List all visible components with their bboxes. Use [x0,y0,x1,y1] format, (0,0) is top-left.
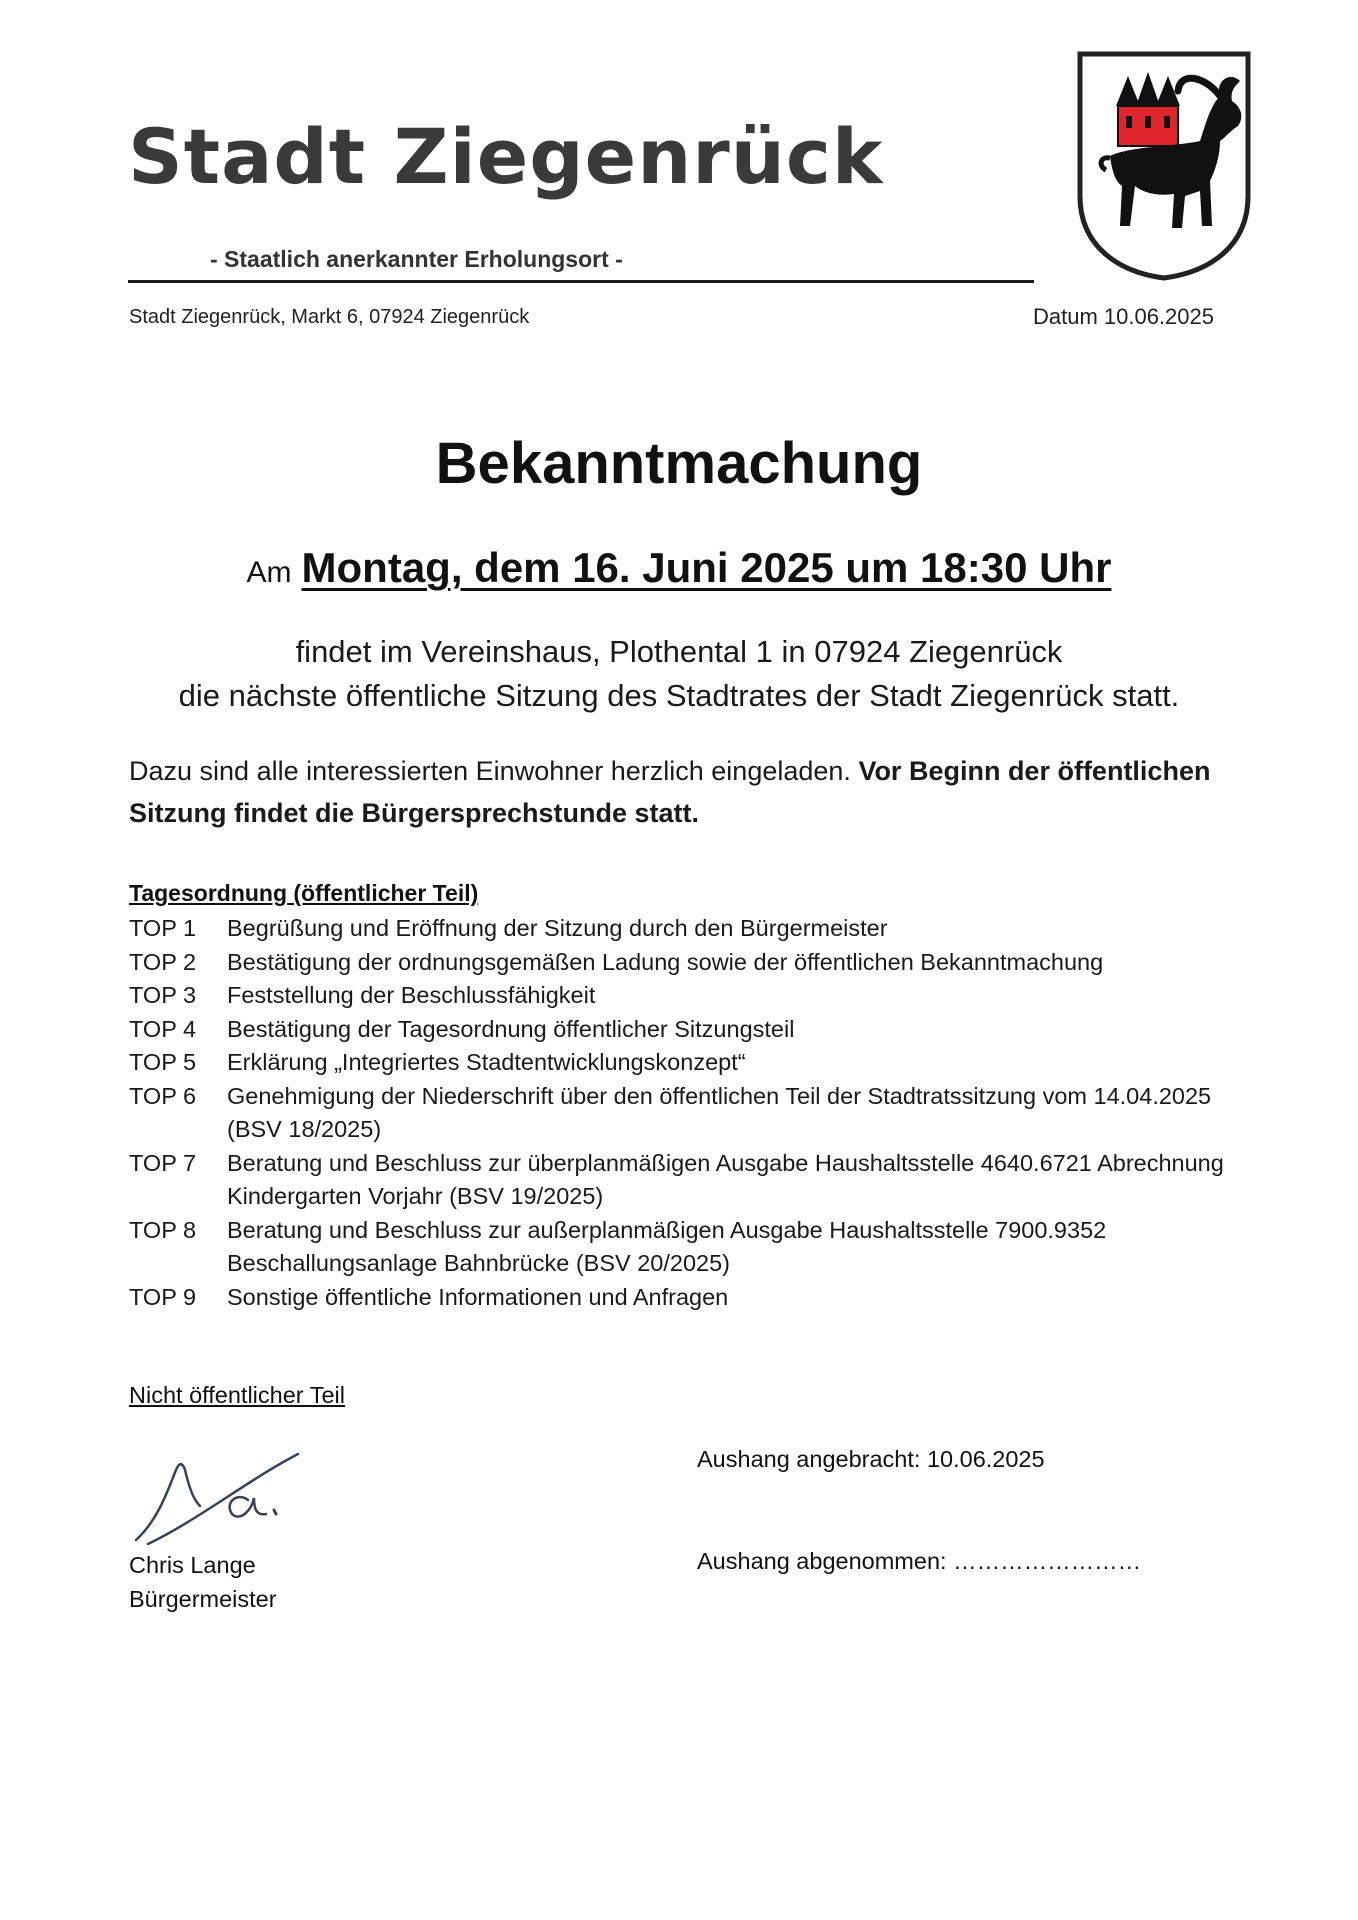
coat-of-arms-icon [1070,46,1260,286]
agenda-item-text: Bestätigung der ordnungsgemäßen Ladung sowie der öffentlichen Bekanntmachung [227,948,1104,975]
document-date: Datum 10.06.2025 [1032,304,1214,329]
agenda-item [129,979,1239,1013]
am-label: Am [246,556,292,589]
agenda-item [129,912,1239,946]
invitation-bold-text: Vor Beginn der öffentlichen Sitzung findet die Bürgersprechstunde statt. [129,756,1211,828]
removed-date: Aushang abgenommen: …………………… [697,1548,1142,1574]
agenda-item-text: Feststellung der Beschlussfähigkeit [227,982,596,1008]
agenda-item-number: TOP 3 [129,982,197,1008]
invitation-paragraph [129,750,1239,834]
agenda-item [129,946,1239,980]
sender-address: Stadt Ziegenrück, Markt 6, 07924 Ziegenrück [129,306,530,328]
signer-name: Chris Lange [129,1552,256,1578]
agenda-item-number: TOP 8 [129,1216,197,1243]
agenda-item-text: Sonstige öffentliche Informationen und Anfragen [227,1283,729,1310]
invitation-text: Dazu sind alle interessierten Einwohner herzlich eingeladen. [129,756,851,786]
agenda-item-number: TOP 2 [129,948,197,975]
notice-heading: Bekanntmachung [435,431,923,496]
agenda-item [129,1013,1239,1047]
location-line-2: die nächste öffentliche Sitzung des Stadtrates der Stadt Ziegenrück statt. [178,678,1180,713]
agenda-item [129,1214,1239,1281]
agenda-item-number: TOP 7 [129,1149,197,1176]
agenda-item [129,1281,1239,1315]
signer-role: Bürgermeister [129,1586,277,1612]
agenda-item-text: Beratung und Beschluss zur überplanmäßigen Ausgabe Haushaltsstelle 4640.6721 Abrechnung Kindergarten Vorjahr (BSV 19/2025) [227,1149,1224,1209]
agenda-item-text: Genehmigung der Niederschrift über den öffentlichen Teil der Stadtratssitzung vom 14.04.2025 (BSV 18/2025) [227,1082,1212,1142]
meeting-datetime [0,544,1358,592]
town-subtitle: - Staatlich anerkannter Erholungsort - [210,246,623,272]
agenda-item [129,1046,1239,1080]
agenda-item-text: Bestätigung der Tagesordnung öffentlicher Sitzungsteil [227,1015,795,1042]
signer-block [129,1548,277,1616]
location-line-1: findet im Vereinshaus, Plothental 1 in 07924 Ziegenrück [295,634,1063,669]
agenda-title: Tagesordnung (öffentlicher Teil) [129,880,479,906]
header-rule [128,280,1034,283]
agenda-item-text: Beratung und Beschluss zur außerplanmäßigen Ausgabe Haushaltsstelle 7900.9352 Beschallungsanlage Bahnbrücke (BSV 20/2025) [227,1216,1107,1276]
meeting-location [0,630,1358,718]
agenda-item-number: TOP 4 [129,1015,197,1042]
agenda-list [129,912,1239,1314]
town-title: Stadt Ziegenrück [128,112,884,201]
posted-date: Aushang angebracht: 10.06.2025 [697,1446,1045,1472]
agenda-item [129,1147,1239,1214]
meeting-date-time: Montag, dem 16. Juni 2025 um 18:30 Uhr [301,544,1112,591]
nonpublic-part-heading: Nicht öffentlicher Teil [129,1382,345,1408]
agenda-item-number: TOP 5 [129,1049,197,1075]
agenda-item-text: Erklärung „Integriertes Stadtentwicklungskonzept“ [227,1049,746,1075]
agenda-item-text: Begrüßung und Eröffnung der Sitzung durch den Bürgermeister [227,915,888,941]
agenda-item-number: TOP 1 [129,915,197,941]
signature-icon [128,1440,328,1550]
agenda-item-number: TOP 9 [129,1283,197,1310]
agenda-item [129,1080,1239,1147]
agenda-item-number: TOP 6 [129,1082,197,1109]
